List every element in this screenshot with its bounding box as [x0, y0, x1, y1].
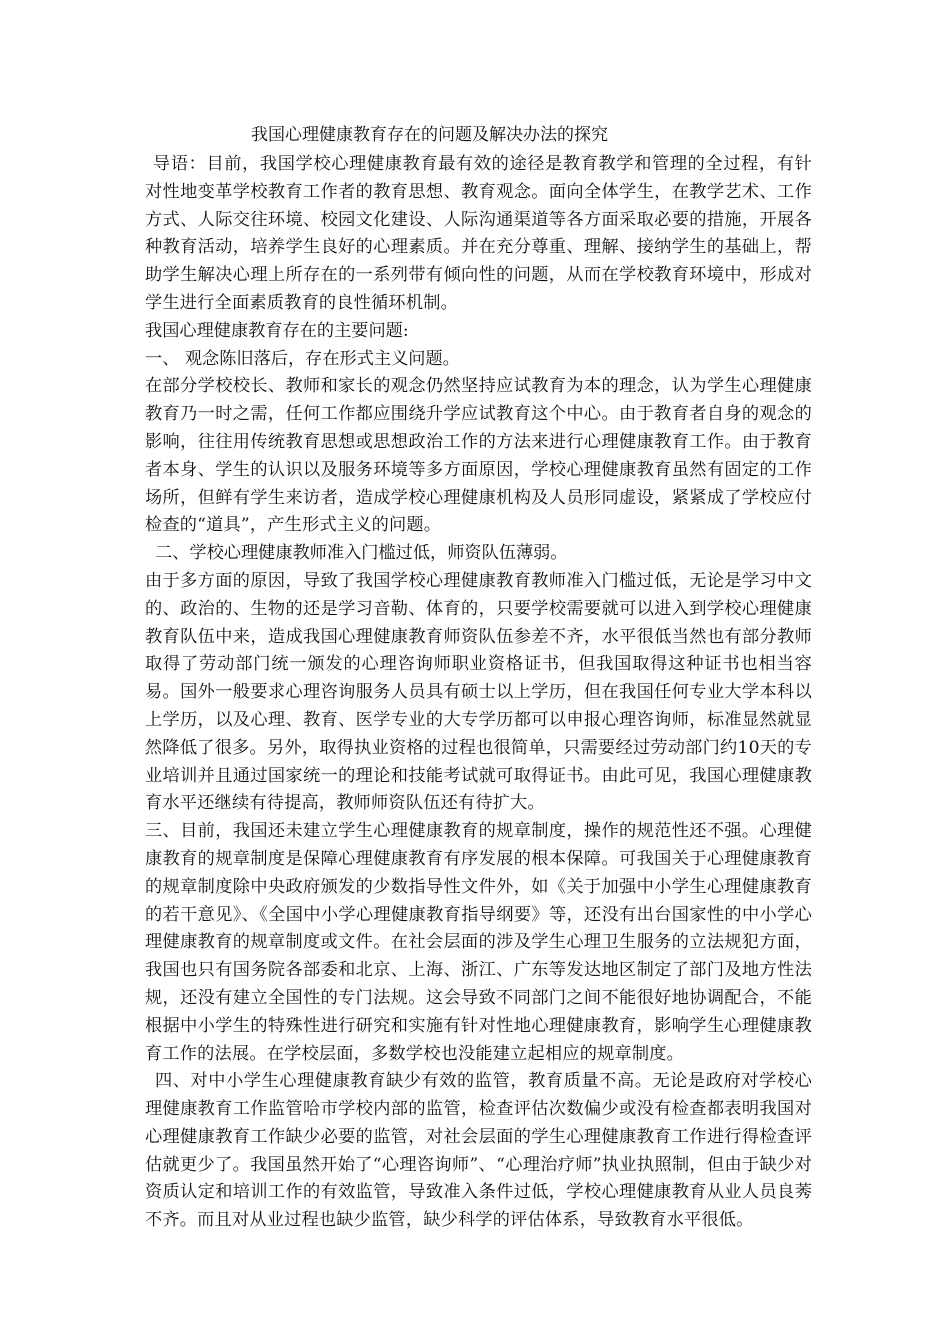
problem1-heading: 一、 观念陈旧落后，存在形式主义问题。 [145, 348, 460, 369]
problem1-paragraph: 在部分学校校长、教师和家长的观念仍然坚持应试教育为本的理念，认为学生心理健康教育乃一时之需，任何工作都应围绕升学应试教育这个中心。由于教育者自身的观念的影响，往往用传统教育思想或思想政治工作的方法来进行心理健康教育工作。由于教育者本身、学生的认识以及服务环境等多方面原因，学校心理健康教育虽然有固定的工作场所，但鲜有学生来访者，造成学校心理健康机构及人员形同虚设，紧紧成了学校应付检查的“道具”，产生形式主义的问题。 [145, 376, 812, 536]
intro-paragraph: 导语：目前，我国学校心理健康教育最有效的途径是教育教学和管理的全过程，有针对性地变革学校教育工作者的教育思想、教育观念。面向全体学生，在教学艺术、工作方式、人际交往环境、校园文化建设、人际沟通渠道等各方面采取必要的措施，开展各种教育活动，培养学生良好的心理素质。并在充分尊重、理解、接纳学生的基础上，帮助学生解决心理上所存在的一系列带有倾向性的问题，从而在学校教育环境中，形成对学生进行全面素质教育的良性循环机制。 [145, 154, 812, 313]
problem2-heading: 二、学校心理健康教师准入门槛过低，师资队伍薄弱。 [155, 543, 568, 564]
problem4-paragraph: 四、对中小学生心理健康教育缺少有效的监管，教育质量不高。无论是政府对学校心理健康教育工作监管哈市学校内部的监管，检查评估次数偏少或没有检查都表明我国对心理健康教育工作缺少必要的监管，对社会层面的学生心理健康教育工作进行得检查评估就更少了。我国虽然开始了“心理咨询师”、“心理治疗师”执业执照制，但由于缺少对资质认定和培训工作的有效监管，导致准入条件过低，学校心理健康教育从业人员良莠不齐。而且对从业过程也缺少监管，缺少科学的评估体系，导致教育水平很低。 [145, 1071, 812, 1231]
document-page [145, 122, 812, 1235]
problem3-paragraph: 三、目前，我国还未建立学生心理健康教育的规章制度，操作的规范性还不强。心理健康教育的规章制度是保障心理健康教育有序发展的根本保障。可我国关于心理健康教育的规章制度除中央政府颁发的少数指导性文件外，如《关于加强中小学生心理健康教育的若干意见》、《全国中小学心理健康教育指导纲要》等，还没有出台国家性的中小学心理健康教育的规章制度或文件。在社会层面的涉及学生心理卫生服务的立法规犯方面，我国也只有国务院各部委和北京、上海、浙江、广东等发达地区制定了部门及地方性法规，还没有建立全国性的专门法规。这会导致不同部门之间不能很好地协调配合，不能根据中小学生的特殊性进行研究和实施有针对性地心理健康教育，影响学生心理健康教育工作的法展。在学校层面，多数学校也没能建立起相应的规章制度。 [145, 821, 812, 1064]
document-title: 我国心理健康教育存在的问题及解决办法的探究 [251, 125, 608, 145]
problem2-paragraph: 由于多方面的原因，导致了我国学校心理健康教育教师准入门槛过低，无论是学习中文的、政治的、生物的还是学习音勒、体育的，只要学校需要就可以进入到学校心理健康教育队伍中来，造成我国心理健康教育师资队伍参差不齐，水平很低当然也有部分教师取得了劳动部门统一颁发的心理咨询师职业资格证书，但我国取得这种证书也相当容易。国外一般要求心理咨询服务人员具有硕士以上学历，但在我国任何专业大学本科以上学历，以及心理、教育、医学专业的大专学历都可以申报心理咨询师，标准显然就显然降低了很多。另外，取得执业资格的过程也很简单，只需要经过劳动部门约10天的专业培训并且通过国家统一的理论和技能考试就可取得证书。由此可见，我国心理健康教育水平还继续有待提高，教师师资队伍还有待扩大。 [145, 570, 812, 814]
section-heading: 我国心理健康教育存在的主要问题: [145, 320, 409, 341]
